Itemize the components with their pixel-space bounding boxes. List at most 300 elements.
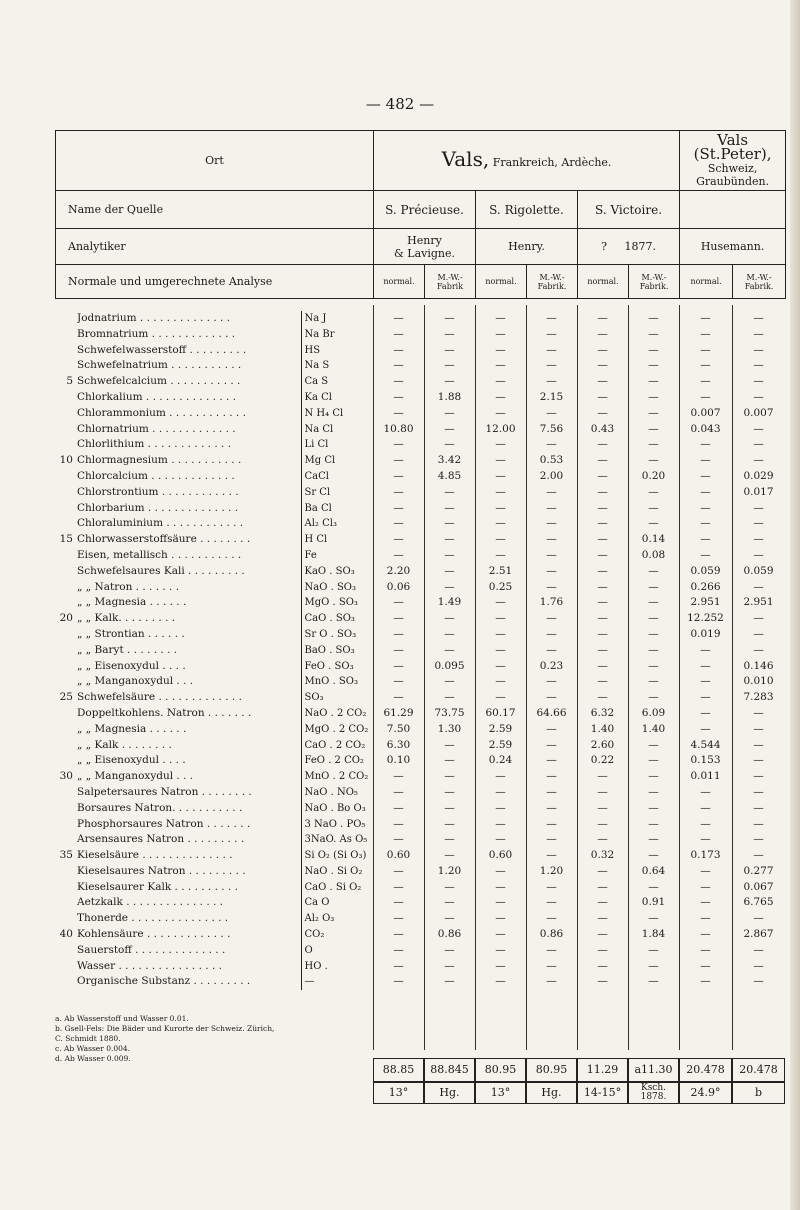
value-cell: — <box>444 533 455 546</box>
formula: CaO . SO₃ <box>301 611 373 627</box>
row-number <box>55 643 77 659</box>
temperature-cell: Hg. <box>526 1082 577 1104</box>
value-cell: 7.50 <box>386 722 411 735</box>
value-cell: — <box>700 864 711 877</box>
row-number <box>55 974 77 990</box>
value-cell: — <box>753 390 764 403</box>
substance-name: Bromnatrium . . . . . . . . . . . . . <box>77 327 236 340</box>
value-cell: 0.86 <box>539 928 564 941</box>
value-cell: — <box>700 722 711 735</box>
value-cell: 0.019 <box>690 627 721 640</box>
value-cell: — <box>700 312 711 324</box>
value-cell: — <box>393 390 404 403</box>
value-cell: 10.80 <box>383 422 414 435</box>
value-cell: — <box>700 785 711 798</box>
footnote: a. Ab Wasserstoff und Wasser 0.01. <box>55 1014 189 1023</box>
value-cell: 0.22 <box>590 754 615 767</box>
formula: CaO . 2 CO₂ <box>301 738 373 754</box>
value-cell: — <box>546 943 557 956</box>
mw-3-a: M.-W.- <box>641 272 667 282</box>
value-cell: — <box>495 943 506 956</box>
formula: 3NaO. As O₅ <box>301 832 373 848</box>
value-cell: — <box>546 675 557 688</box>
formula: H Cl <box>301 532 373 548</box>
value-cell: — <box>648 343 659 356</box>
value-cell: — <box>700 359 711 372</box>
value-cell: — <box>495 880 506 893</box>
value-cell: — <box>546 817 557 830</box>
row-number: 30 <box>59 770 73 783</box>
substance-name: Chlornatrium . . . . . . . . . . . . . <box>77 422 236 435</box>
value-cell: — <box>700 501 711 514</box>
value-cell: — <box>597 675 608 688</box>
formula: KaO . SO₃ <box>301 564 373 580</box>
substance-name: Doppeltkohlens. Natron . . . . . . . <box>77 706 252 719</box>
vals-schweiz-header <box>680 131 786 191</box>
value-cell: — <box>546 691 557 704</box>
quelle-3: S. Victoire. <box>578 191 680 229</box>
value-cell: — <box>444 627 455 640</box>
substance-name: Chlorkalium . . . . . . . . . . . . . . <box>77 390 237 403</box>
value-cell: — <box>444 643 455 656</box>
value-cell: 0.017 <box>743 485 774 498</box>
row-number <box>55 864 77 880</box>
value-cell: — <box>393 975 404 988</box>
row-number <box>55 722 77 738</box>
formula: CaCl <box>301 469 373 485</box>
value-cell: — <box>753 501 764 514</box>
value-cell: — <box>753 738 764 751</box>
value-cell: — <box>495 896 506 909</box>
value-cell: — <box>700 517 711 530</box>
value-cell: — <box>648 754 659 767</box>
footnote: b. Gsell-Fels: Die Bäder und Kurorte der Schweiz. Zürich, <box>55 1024 275 1033</box>
value-cell: 4.544 <box>690 738 721 751</box>
value-cell: 2.59 <box>488 738 513 751</box>
value-cell: — <box>648 517 659 530</box>
quelle-4 <box>680 191 786 229</box>
value-cell: — <box>495 912 506 925</box>
value-cell: — <box>597 438 608 451</box>
substance-name: Arsensaures Natron . . . . . . . . . <box>77 833 245 846</box>
substance-name: Wasser . . . . . . . . . . . . . . . . <box>77 959 222 972</box>
value-cell: — <box>393 517 404 530</box>
formula: Al₂ Cl₃ <box>301 516 373 532</box>
value-cell: — <box>393 801 404 814</box>
mw-4-a: M.-W.- <box>746 272 772 282</box>
value-cell: — <box>597 343 608 356</box>
substance-name: Chlorwasserstoffsäure . . . . . . . . <box>77 533 251 546</box>
table-row <box>55 548 785 564</box>
value-cell: — <box>700 880 711 893</box>
substance-name: Sauerstoff . . . . . . . . . . . . . . <box>77 943 226 956</box>
row-number <box>55 674 77 690</box>
value-cell: 0.095 <box>434 659 465 672</box>
row-number <box>55 437 77 453</box>
table-row <box>55 611 785 627</box>
value-cell: 1.88 <box>437 390 462 403</box>
substance-name: Schwefelcalcium . . . . . . . . . . . <box>77 375 241 388</box>
header-table <box>55 130 786 299</box>
substance-name: Organische Substanz . . . . . . . . . <box>77 975 251 988</box>
value-cell: — <box>393 675 404 688</box>
value-cell: 0.43 <box>590 422 615 435</box>
value-cell: — <box>648 627 659 640</box>
value-cell: — <box>648 359 659 372</box>
value-cell: — <box>393 312 404 324</box>
row-number <box>55 501 77 517</box>
value-cell: 0.266 <box>690 580 721 593</box>
value-cell: — <box>597 817 608 830</box>
row-number: 40 <box>59 928 73 941</box>
formula: Mg Cl <box>301 453 373 469</box>
value-cell: — <box>546 517 557 530</box>
value-cell: — <box>444 675 455 688</box>
formula: NaO . 2 CO₂ <box>301 706 373 722</box>
value-cell: — <box>444 612 455 625</box>
table-row <box>55 374 785 390</box>
value-cell: — <box>495 596 506 609</box>
value-cell: 0.64 <box>641 864 666 877</box>
value-cell: — <box>597 596 608 609</box>
value-cell: — <box>444 359 455 372</box>
value-cell: — <box>444 375 455 388</box>
value-cell: — <box>393 785 404 798</box>
vals2-line2: Schweiz, <box>707 161 758 175</box>
formula: Sr O . SO₃ <box>301 627 373 643</box>
table-row <box>55 453 785 469</box>
value-cell: — <box>753 343 764 356</box>
value-cell: — <box>597 375 608 388</box>
value-cell: 1.40 <box>641 722 666 735</box>
value-cell: — <box>648 596 659 609</box>
value-cell: — <box>393 469 404 482</box>
value-cell: 0.14 <box>641 533 666 546</box>
value-cell: — <box>444 817 455 830</box>
table-row <box>55 564 785 580</box>
value-cell: — <box>700 928 711 941</box>
value-cell: — <box>393 406 404 419</box>
value-cell: — <box>393 627 404 640</box>
value-cell: — <box>753 312 764 324</box>
value-cell: — <box>753 627 764 640</box>
value-cell: — <box>648 422 659 435</box>
vals-rest: Frankreich, Ardèche. <box>492 155 612 169</box>
value-cell: 1.20 <box>539 864 564 877</box>
value-cell: — <box>648 675 659 688</box>
table-row <box>55 738 785 754</box>
table-row <box>55 311 785 327</box>
value-cell: — <box>597 501 608 514</box>
value-cell: — <box>393 959 404 972</box>
formula: Sr Cl <box>301 485 373 501</box>
substance-name: „ „ Magnesia . . . . . . <box>77 722 187 735</box>
value-cell: — <box>495 438 506 451</box>
table-row <box>55 817 785 833</box>
value-cell: — <box>700 833 711 846</box>
value-cell: — <box>597 975 608 988</box>
total-cell: a11.30 <box>628 1058 679 1082</box>
temperature-line: 1878. <box>640 1092 667 1102</box>
table-row <box>55 690 785 706</box>
value-cell: 2.60 <box>590 738 615 751</box>
value-cell: 3.42 <box>437 454 462 467</box>
value-cell: — <box>648 801 659 814</box>
value-cell: — <box>700 659 711 672</box>
value-cell: — <box>495 975 506 988</box>
table-row <box>55 358 785 374</box>
value-cell: — <box>495 327 506 340</box>
substance-name: Salpetersaures Natron . . . . . . . . <box>77 785 252 798</box>
formula: NaO . NO₅ <box>301 785 373 801</box>
formula: Ba Cl <box>301 501 373 517</box>
table-row <box>55 437 785 453</box>
total-cell: 80.95 <box>526 1058 577 1082</box>
table-row <box>55 327 785 343</box>
value-cell: — <box>648 770 659 783</box>
table-row <box>55 769 785 785</box>
value-cell: — <box>495 375 506 388</box>
value-cell: — <box>753 943 764 956</box>
row-number <box>55 548 77 564</box>
value-cell: — <box>597 327 608 340</box>
value-cell: 0.10 <box>386 754 411 767</box>
value-cell: — <box>444 943 455 956</box>
value-cell: — <box>648 691 659 704</box>
formula: Si O₂ (Si O₃) <box>301 848 373 864</box>
footnote: d. Ab Wasser 0.009. <box>55 1054 131 1063</box>
substance-name: „ „ Kalk . . . . . . . . <box>77 738 172 751</box>
value-cell: 0.153 <box>690 754 721 767</box>
row-number <box>55 564 77 580</box>
value-cell: — <box>648 454 659 467</box>
page-edge <box>790 0 800 1210</box>
value-cell: 73.75 <box>434 706 465 719</box>
value-cell: — <box>597 691 608 704</box>
formula: BaO . SO₃ <box>301 643 373 659</box>
substance-name: „ „ Manganoxydul . . . <box>77 770 194 783</box>
substance-name: Kohlensäure . . . . . . . . . . . . . <box>77 928 231 941</box>
footnotes <box>55 1014 385 1064</box>
row-number <box>55 627 77 643</box>
formula: CO₂ <box>301 927 373 943</box>
value-cell: — <box>648 406 659 419</box>
value-cell: — <box>444 912 455 925</box>
value-cell: — <box>495 390 506 403</box>
table-row <box>55 848 785 864</box>
value-cell: — <box>700 801 711 814</box>
row-number <box>55 817 77 833</box>
row-number <box>55 785 77 801</box>
value-cell: — <box>700 706 711 719</box>
row-number: 20 <box>59 612 73 625</box>
footnote: C. Schmidt 1880. <box>55 1034 121 1043</box>
value-cell: — <box>444 501 455 514</box>
formula: Ka Cl <box>301 390 373 406</box>
formula: Ca S <box>301 374 373 390</box>
analyst-1-line2: & Lavigne. <box>393 246 455 260</box>
value-cell: 0.173 <box>690 849 721 862</box>
value-cell: — <box>393 548 404 561</box>
value-cell: — <box>393 928 404 941</box>
value-cell: — <box>444 422 455 435</box>
value-cell: — <box>546 896 557 909</box>
value-cell: — <box>444 801 455 814</box>
value-cell: — <box>700 375 711 388</box>
value-cell: — <box>546 833 557 846</box>
value-cell: 0.010 <box>743 675 774 688</box>
substance-name: Jodnatrium . . . . . . . . . . . . . . <box>77 312 231 324</box>
value-cell: 0.011 <box>690 770 721 783</box>
value-cell: — <box>597 943 608 956</box>
value-cell: 6.765 <box>743 896 774 909</box>
table-row <box>55 343 785 359</box>
value-cell: — <box>546 627 557 640</box>
value-cell: — <box>700 390 711 403</box>
value-cell: 12.00 <box>485 422 516 435</box>
col-mw-3 <box>629 265 680 299</box>
value-cell: 0.25 <box>488 580 513 593</box>
value-cell: — <box>546 327 557 340</box>
value-cell: — <box>444 738 455 751</box>
col-normal-3: normal. <box>578 265 629 299</box>
col-normal-2: normal. <box>476 265 527 299</box>
value-cell: — <box>444 975 455 988</box>
value-cell: — <box>648 912 659 925</box>
value-cell: — <box>648 485 659 498</box>
value-cell: 0.32 <box>590 849 615 862</box>
value-cell: — <box>495 817 506 830</box>
value-cell: — <box>597 469 608 482</box>
value-cell: — <box>546 359 557 372</box>
formula: HO . <box>301 959 373 975</box>
row-number: 35 <box>59 849 73 862</box>
row-number <box>55 422 77 438</box>
value-cell: — <box>444 343 455 356</box>
value-cell: — <box>648 327 659 340</box>
value-cell: — <box>597 359 608 372</box>
value-cell: 7.56 <box>539 422 564 435</box>
value-cell: — <box>495 343 506 356</box>
row-number <box>55 343 77 359</box>
value-cell: 0.60 <box>488 849 513 862</box>
row-number <box>55 801 77 817</box>
value-cell: 7.283 <box>743 691 774 704</box>
value-cell: 12.252 <box>687 612 724 625</box>
value-cell: — <box>393 533 404 546</box>
value-cell: — <box>546 343 557 356</box>
total-cell: 88.85 <box>373 1058 424 1082</box>
row-number: 10 <box>59 454 73 467</box>
value-cell: — <box>700 485 711 498</box>
temperature-line: Ksch. <box>640 1083 667 1093</box>
mw-2-b: Fabrik. <box>537 281 567 291</box>
value-cell: 2.951 <box>743 596 774 609</box>
quelle-1: S. Précieuse. <box>374 191 476 229</box>
value-cell: — <box>495 612 506 625</box>
row-number <box>55 485 77 501</box>
row-number <box>55 706 77 722</box>
value-cell: — <box>648 738 659 751</box>
value-cell: — <box>648 659 659 672</box>
substance-name: Chlorbarium . . . . . . . . . . . . . . <box>77 501 239 514</box>
value-cell: — <box>753 643 764 656</box>
mw-3-b: Fabrik. <box>639 281 669 291</box>
formula: NaO . SO₃ <box>301 580 373 596</box>
value-cell: — <box>648 375 659 388</box>
value-cell: — <box>546 643 557 656</box>
value-cell: 0.24 <box>488 754 513 767</box>
value-cell: — <box>495 928 506 941</box>
analyst-1 <box>374 229 476 265</box>
formula: CaO . Si O₂ <box>301 880 373 896</box>
temperature-cell: 24.9° <box>679 1082 732 1104</box>
value-cell: — <box>597 548 608 561</box>
temperature-cell: b <box>732 1082 785 1104</box>
value-cell: — <box>546 564 557 577</box>
value-cell: — <box>444 580 455 593</box>
value-cell: 0.60 <box>386 849 411 862</box>
row-number <box>55 911 77 927</box>
value-cell: — <box>648 564 659 577</box>
formula: MgO . SO₃ <box>301 595 373 611</box>
value-cell: 0.23 <box>539 659 564 672</box>
substance-name: Thonerde . . . . . . . . . . . . . . . <box>77 912 229 925</box>
value-cell: — <box>753 912 764 925</box>
table-row <box>55 801 785 817</box>
value-cell: — <box>700 533 711 546</box>
value-cell: — <box>546 738 557 751</box>
value-cell: — <box>700 896 711 909</box>
substance-name: Borsaures Natron. . . . . . . . . . . <box>77 801 243 814</box>
value-cell: — <box>597 390 608 403</box>
value-cell: — <box>700 675 711 688</box>
value-cell: — <box>648 959 659 972</box>
value-cell: — <box>444 327 455 340</box>
value-cell: — <box>648 438 659 451</box>
table-row <box>55 864 785 880</box>
substance-name: Schwefelsaures Kali . . . . . . . . . <box>77 564 245 577</box>
value-cell: — <box>648 312 659 324</box>
value-cell: 0.06 <box>386 580 411 593</box>
value-cell: — <box>495 643 506 656</box>
value-cell: — <box>393 501 404 514</box>
value-cell: — <box>700 327 711 340</box>
value-cell: — <box>648 849 659 862</box>
value-cell: 1.40 <box>590 722 615 735</box>
value-cell: — <box>495 627 506 640</box>
formula: NaO . Bo O₃ <box>301 801 373 817</box>
value-cell: 1.20 <box>437 864 462 877</box>
value-cell: — <box>393 454 404 467</box>
substance-name: Kieselsaurer Kalk . . . . . . . . . . <box>77 880 238 893</box>
value-cell: — <box>495 359 506 372</box>
value-cell: — <box>546 312 557 324</box>
mw-1-b: Fabrik <box>436 281 464 291</box>
total-cell: 20.478 <box>679 1058 732 1082</box>
value-cell: — <box>700 691 711 704</box>
value-cell: — <box>546 580 557 593</box>
analyse-label: Normale und umgerechnete Analyse <box>56 265 374 299</box>
value-cell: — <box>393 896 404 909</box>
value-cell: 0.059 <box>743 564 774 577</box>
value-cell: — <box>597 485 608 498</box>
value-cell: — <box>597 580 608 593</box>
value-cell: — <box>393 327 404 340</box>
formula: Ca O <box>301 895 373 911</box>
formula: Na Cl <box>301 422 373 438</box>
value-cell: — <box>393 596 404 609</box>
